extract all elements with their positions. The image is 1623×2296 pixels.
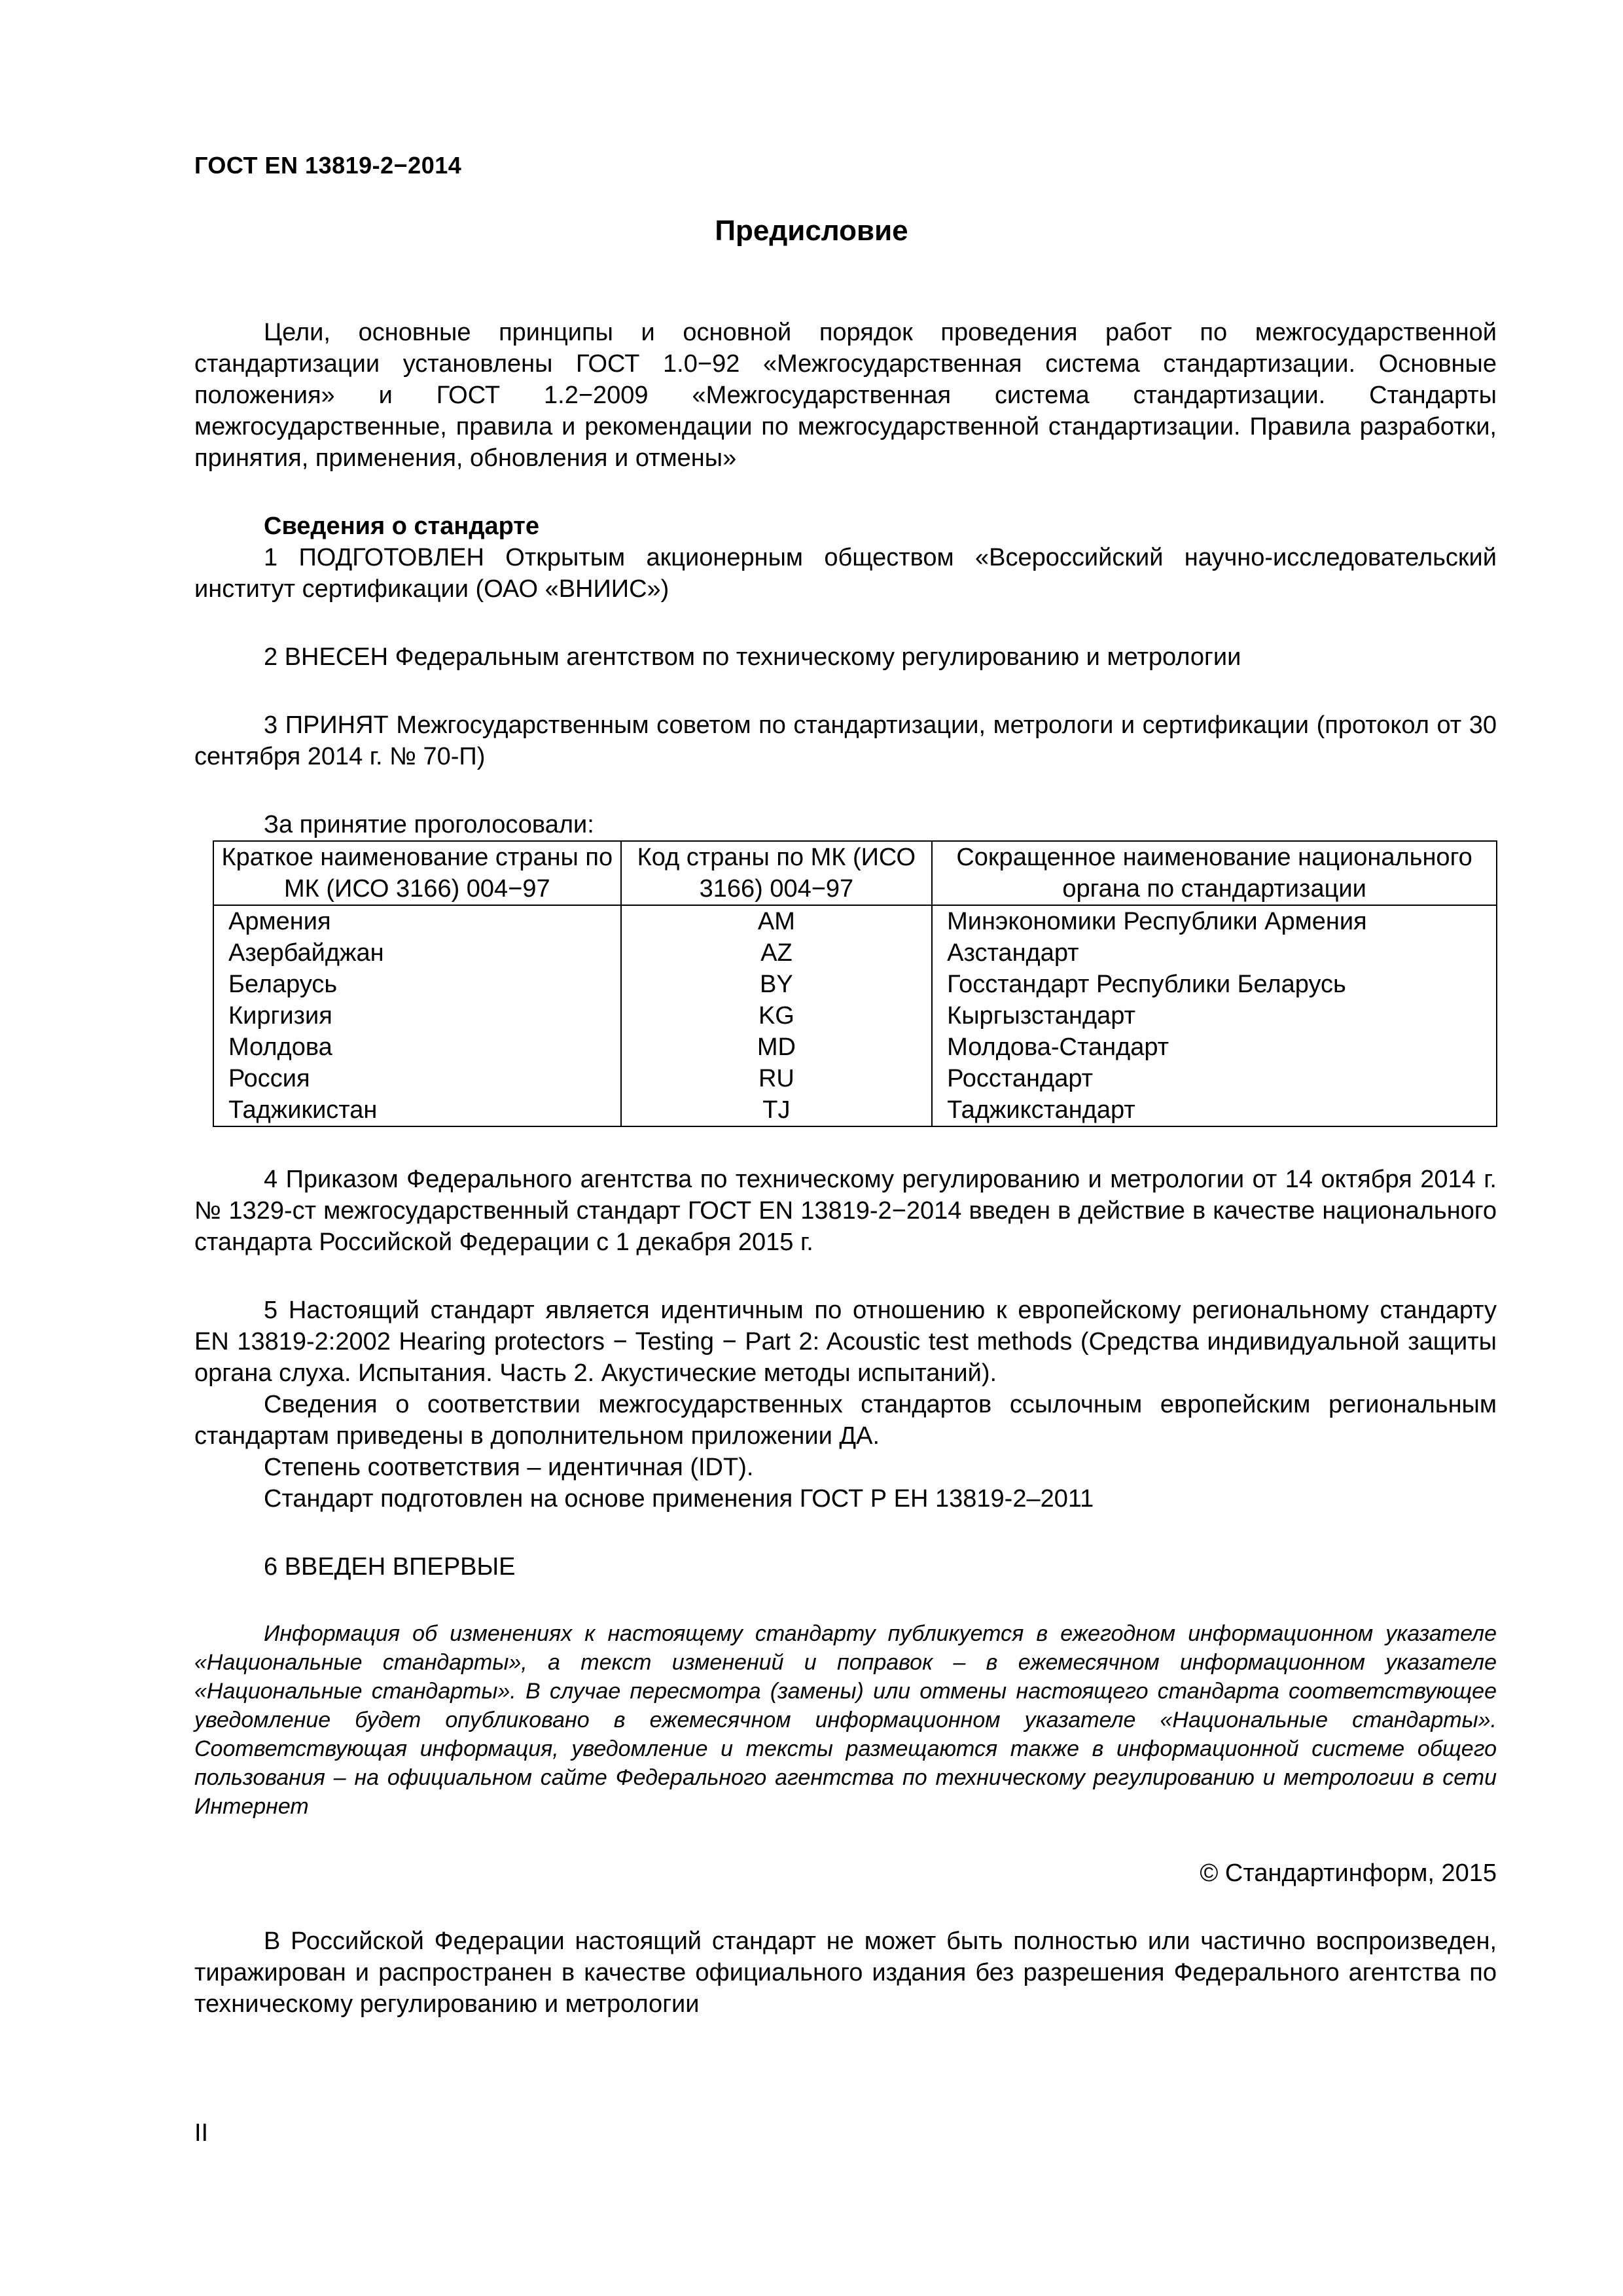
info-item-5-references: Сведения о соответствии межгосударственных стандартов ссылочным европейским региональным стандартам приведены в дополнительном приложении ДА. xyxy=(194,1391,1497,1450)
copyright-line: © Стандартинформ, 2015 xyxy=(1200,1859,1497,1887)
info-item-1: 1 ПОДГОТОВЛЕН Открытым акционерным обществом «Всероссийский научно-исследовательский институт сертификации (ОАО «ВНИИС») xyxy=(194,544,1497,603)
info-item-6: 6 ВВЕДЕН ВПЕРВЫЕ xyxy=(264,1553,516,1581)
country-cell: Таджикистан xyxy=(213,1094,621,1126)
info-item-3: 3 ПРИНЯТ Межгосударственным советом по стандартизации, метрологи и сертификации (протокол от 30 сентября 2014 г. № 70-П) xyxy=(194,711,1497,770)
body-cell: Росстандарт xyxy=(932,1063,1497,1094)
reproduction-restriction: В Российской Федерации настоящий стандарт не может быть полностью или частично воспроизведен, тиражирован и распространен в качестве официального издания без разрешения Федерального агентства по техническому регулированию и метрологии xyxy=(194,1928,1497,2018)
vote-caption: За принятие проголосовали: xyxy=(264,811,594,838)
info-heading: Сведения о стандарте xyxy=(264,512,540,540)
code-cell: AZ xyxy=(621,937,932,969)
body-cell: Минэкономики Республики Армения xyxy=(932,905,1497,937)
code-cell: BY xyxy=(621,969,932,1000)
body-cell: Кыргызстандарт xyxy=(932,1000,1497,1031)
header-body: Сокращенное наименование национального органа по стандартизации xyxy=(932,841,1497,905)
country-cell: Беларусь xyxy=(213,969,621,1000)
country-cell: Азербайджан xyxy=(213,937,621,969)
member-states-table xyxy=(213,840,1497,1127)
table-row xyxy=(213,969,1497,1000)
country-cell: Киргизия xyxy=(213,1000,621,1031)
code-cell: TJ xyxy=(621,1094,932,1126)
code-cell: KG xyxy=(621,1000,932,1031)
page-number: II xyxy=(194,2119,209,2147)
changes-notice: Информация об изменениях к настоящему стандарту публикуется в ежегодном информационном указателе «Национальные стандарты», а текст изменений и поправок – в ежемесячном информационном указателе «Национальные стандарты». В случае пересмотра (замены) или отмены настоящего стандарта соответствующее уведомление будет опубликовано в ежемесячном информационном указателе «Национальные стандарты». Соответствующая информация, уведомление и тексты размещаются также в информационной системе общего пользования – на официальном сайте Федерального агентства по техническому регулированию и метрологии в сети Интернет xyxy=(194,1621,1497,1819)
info-item-5: 5 Настоящий стандарт является идентичным по отношению к европейскому региональному стандарту EN 13819-2:2002 Hearing protectors − Testing − Part 2: Acoustic test methods (Средства индивидуальной защиты органа слуха. Испытания. Часть 2. Акустические методы испытаний). xyxy=(194,1297,1497,1387)
intro-paragraph: Цели, основные принципы и основной порядок проведения работ по межгосударственной стандартизации установлены ГОСТ 1.0−92 «Межгосударственная система стандартизации. Основные положения» и ГОСТ 1.2−2009 «Межгосударственная система стандартизации. Стандарты межгосударственные, правила и рекомендации по межгосударственной стандартизации. Правила разработки, принятия, применения, обновления и отмены» xyxy=(194,319,1497,472)
standard-code-header: ГОСТ EN 13819-2−2014 xyxy=(194,152,462,179)
body-cell: Молдова-Стандарт xyxy=(932,1031,1497,1063)
table-header-row xyxy=(213,841,1497,905)
preface-content xyxy=(194,317,1497,2020)
table-row xyxy=(213,1094,1497,1126)
country-cell: Россия xyxy=(213,1063,621,1094)
table-row xyxy=(213,937,1497,969)
info-item-2: 2 ВНЕСЕН Федеральным агентством по техническому регулированию и метрологии xyxy=(264,643,1241,671)
country-cell: Молдова xyxy=(213,1031,621,1063)
body-cell: Таджикстандарт xyxy=(932,1094,1497,1126)
page-title: Предисловие xyxy=(715,215,908,247)
code-cell: AM xyxy=(621,905,932,937)
body-cell: Госстандарт Республики Беларусь xyxy=(932,969,1497,1000)
table-row xyxy=(213,905,1497,937)
info-item-4: 4 Приказом Федерального агентства по техническому регулированию и метрологии от 14 октября 2014 г. № 1329-ст межгосударственный стандарт ГОСТ EN 13819-2−2014 введен в действие в качестве национального стандарта Российской Федерации с 1 декабря 2015 г. xyxy=(194,1166,1497,1256)
info-item-5-basis: Стандарт подготовлен на основе применения ГОСТ Р ЕН 13819-2–2011 xyxy=(264,1485,1094,1513)
table-row xyxy=(213,1000,1497,1031)
header-country: Краткое наименование страны по МК (ИСО 3166) 004−97 xyxy=(213,841,621,905)
table-row xyxy=(213,1031,1497,1063)
code-cell: MD xyxy=(621,1031,932,1063)
header-code: Код страны по МК (ИСО 3166) 004−97 xyxy=(621,841,932,905)
info-item-5-degree: Степень соответствия – идентичная (IDT). xyxy=(264,1454,754,1481)
table-row xyxy=(213,1063,1497,1094)
country-cell: Армения xyxy=(213,905,621,937)
body-cell: Азстандарт xyxy=(932,937,1497,969)
code-cell: RU xyxy=(621,1063,932,1094)
